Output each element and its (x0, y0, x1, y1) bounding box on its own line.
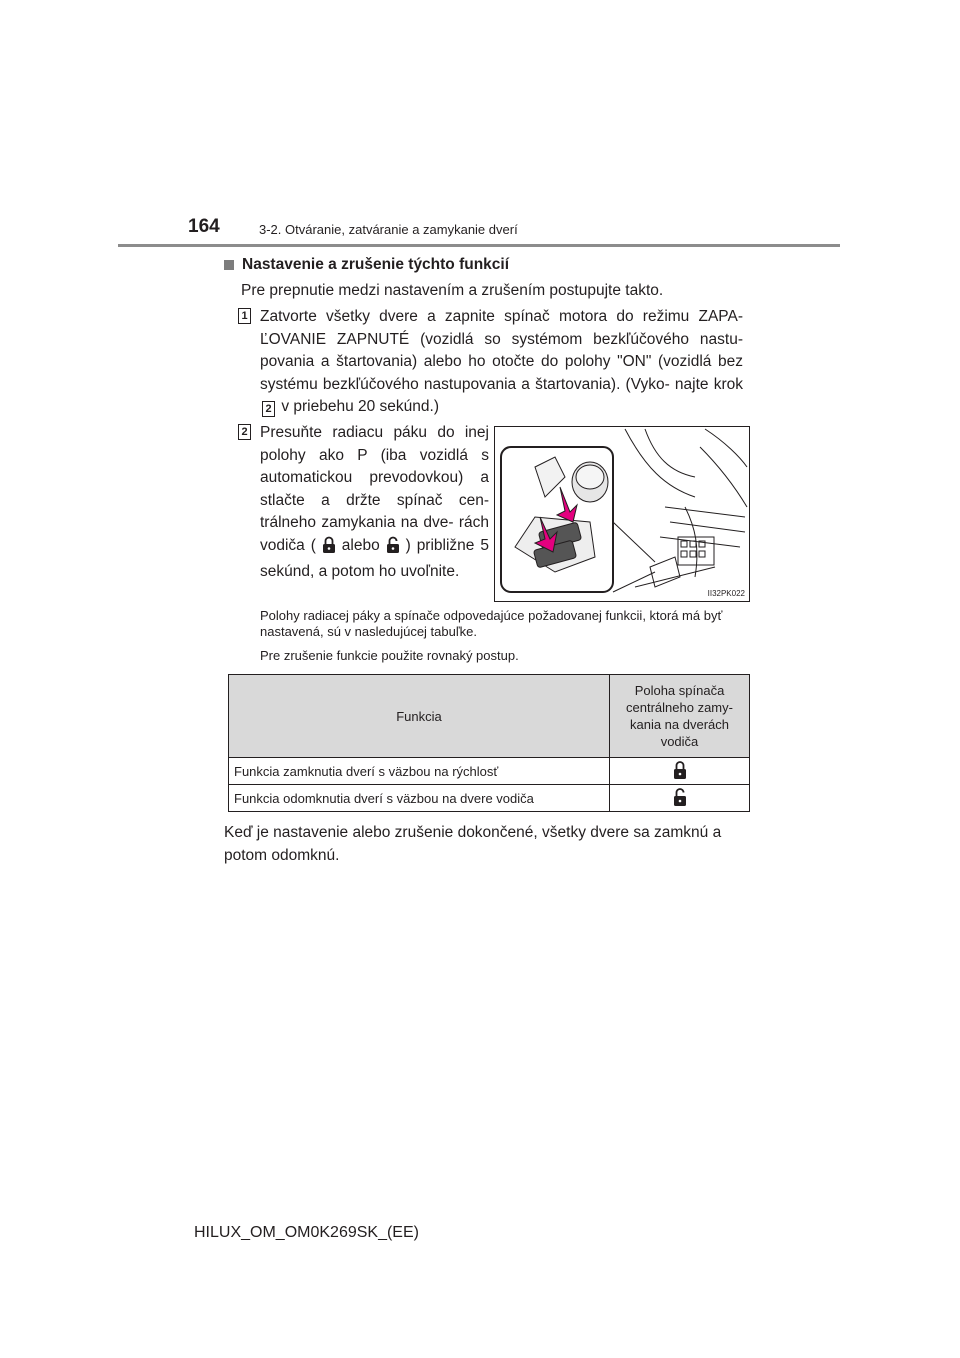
table-row (229, 785, 750, 812)
note-2: Pre zrušenie funkcie použite rovnaký postup. (260, 648, 519, 663)
table-cell-function: Funkcia zamknutia dverí s väzbou na rýchlosť (229, 758, 610, 785)
note-1: Polohy radiacej páky a spínače odpovedajúce požadovanej funkcii, ktorá má byť nastavená, sú v nasledujúcej tabuľke. (260, 608, 723, 639)
step-2-body-c: ) približne 5 sekúnd, a potom ho uvoľnite. (260, 536, 489, 580)
step-2-number: 2 (238, 424, 251, 440)
section-title: 3-2. Otváranie, zatváranie a zamykanie dverí (259, 222, 518, 237)
closing-text: Keď je nastavenie alebo zrušenie dokončené, všetky dvere sa zamknú a potom odomknú. (224, 824, 722, 864)
step-2-body-a: Presuňte radiacu páku do inej polohy ako P (iba vozidlá s automatickou prevodovkou) a stlačte a držte spínač cen- trálneho zamykania na dve- rách vodiča ( (260, 424, 489, 554)
bullet-square-icon (224, 260, 234, 270)
table-cell-function: Funkcia odomknutia dverí s väzbou na dvere vodiča (229, 785, 610, 812)
step-1-end: v priebehu 20 sekúnd.) (281, 398, 439, 415)
step-2-body-b: alebo (341, 536, 380, 554)
subsection-title: Nastavenie a zrušenie týchto funkcií (242, 256, 510, 273)
header-rule (118, 244, 840, 247)
unlock-icon (386, 536, 400, 562)
table-header-function: Funkcia (229, 675, 610, 758)
lock-icon (610, 758, 750, 785)
step-1-text (260, 306, 743, 419)
step-1-number: 1 (238, 308, 251, 324)
subsection-heading (224, 256, 509, 274)
table-row (229, 758, 750, 785)
lock-icon (322, 536, 336, 562)
step-1-body: Zatvorte všetky dvere a zapnite spínač motora do režimu ZAPA- ĽOVANIE ZAPNUTÉ (vozidlá so systémom bezkľúčového nastu- povania a štartovania) alebo ho otočte do polohy "ON" (vozidlá bez systému bezkľúčového nastupovania a štartovania). (Vyko- najte krok (260, 308, 743, 393)
table-header-position: Poloha spínača centrálneho zamy- kania na dverách vodiča (610, 675, 750, 758)
step-ref-box: 2 (262, 401, 275, 417)
intro-text: Pre prepnutie medzi nastavením a zrušením postupujte takto. (241, 282, 664, 299)
footer-doc-code: HILUX_OM_OM0K269SK_(EE) (194, 1224, 419, 1241)
figure-code: II32PK022 (707, 589, 745, 598)
step-2-text (260, 422, 489, 584)
table-header-row (229, 675, 750, 758)
door-lock-switch-figure (494, 426, 750, 602)
page-number: 164 (188, 216, 220, 237)
function-table (228, 674, 750, 812)
unlock-icon (610, 785, 750, 812)
